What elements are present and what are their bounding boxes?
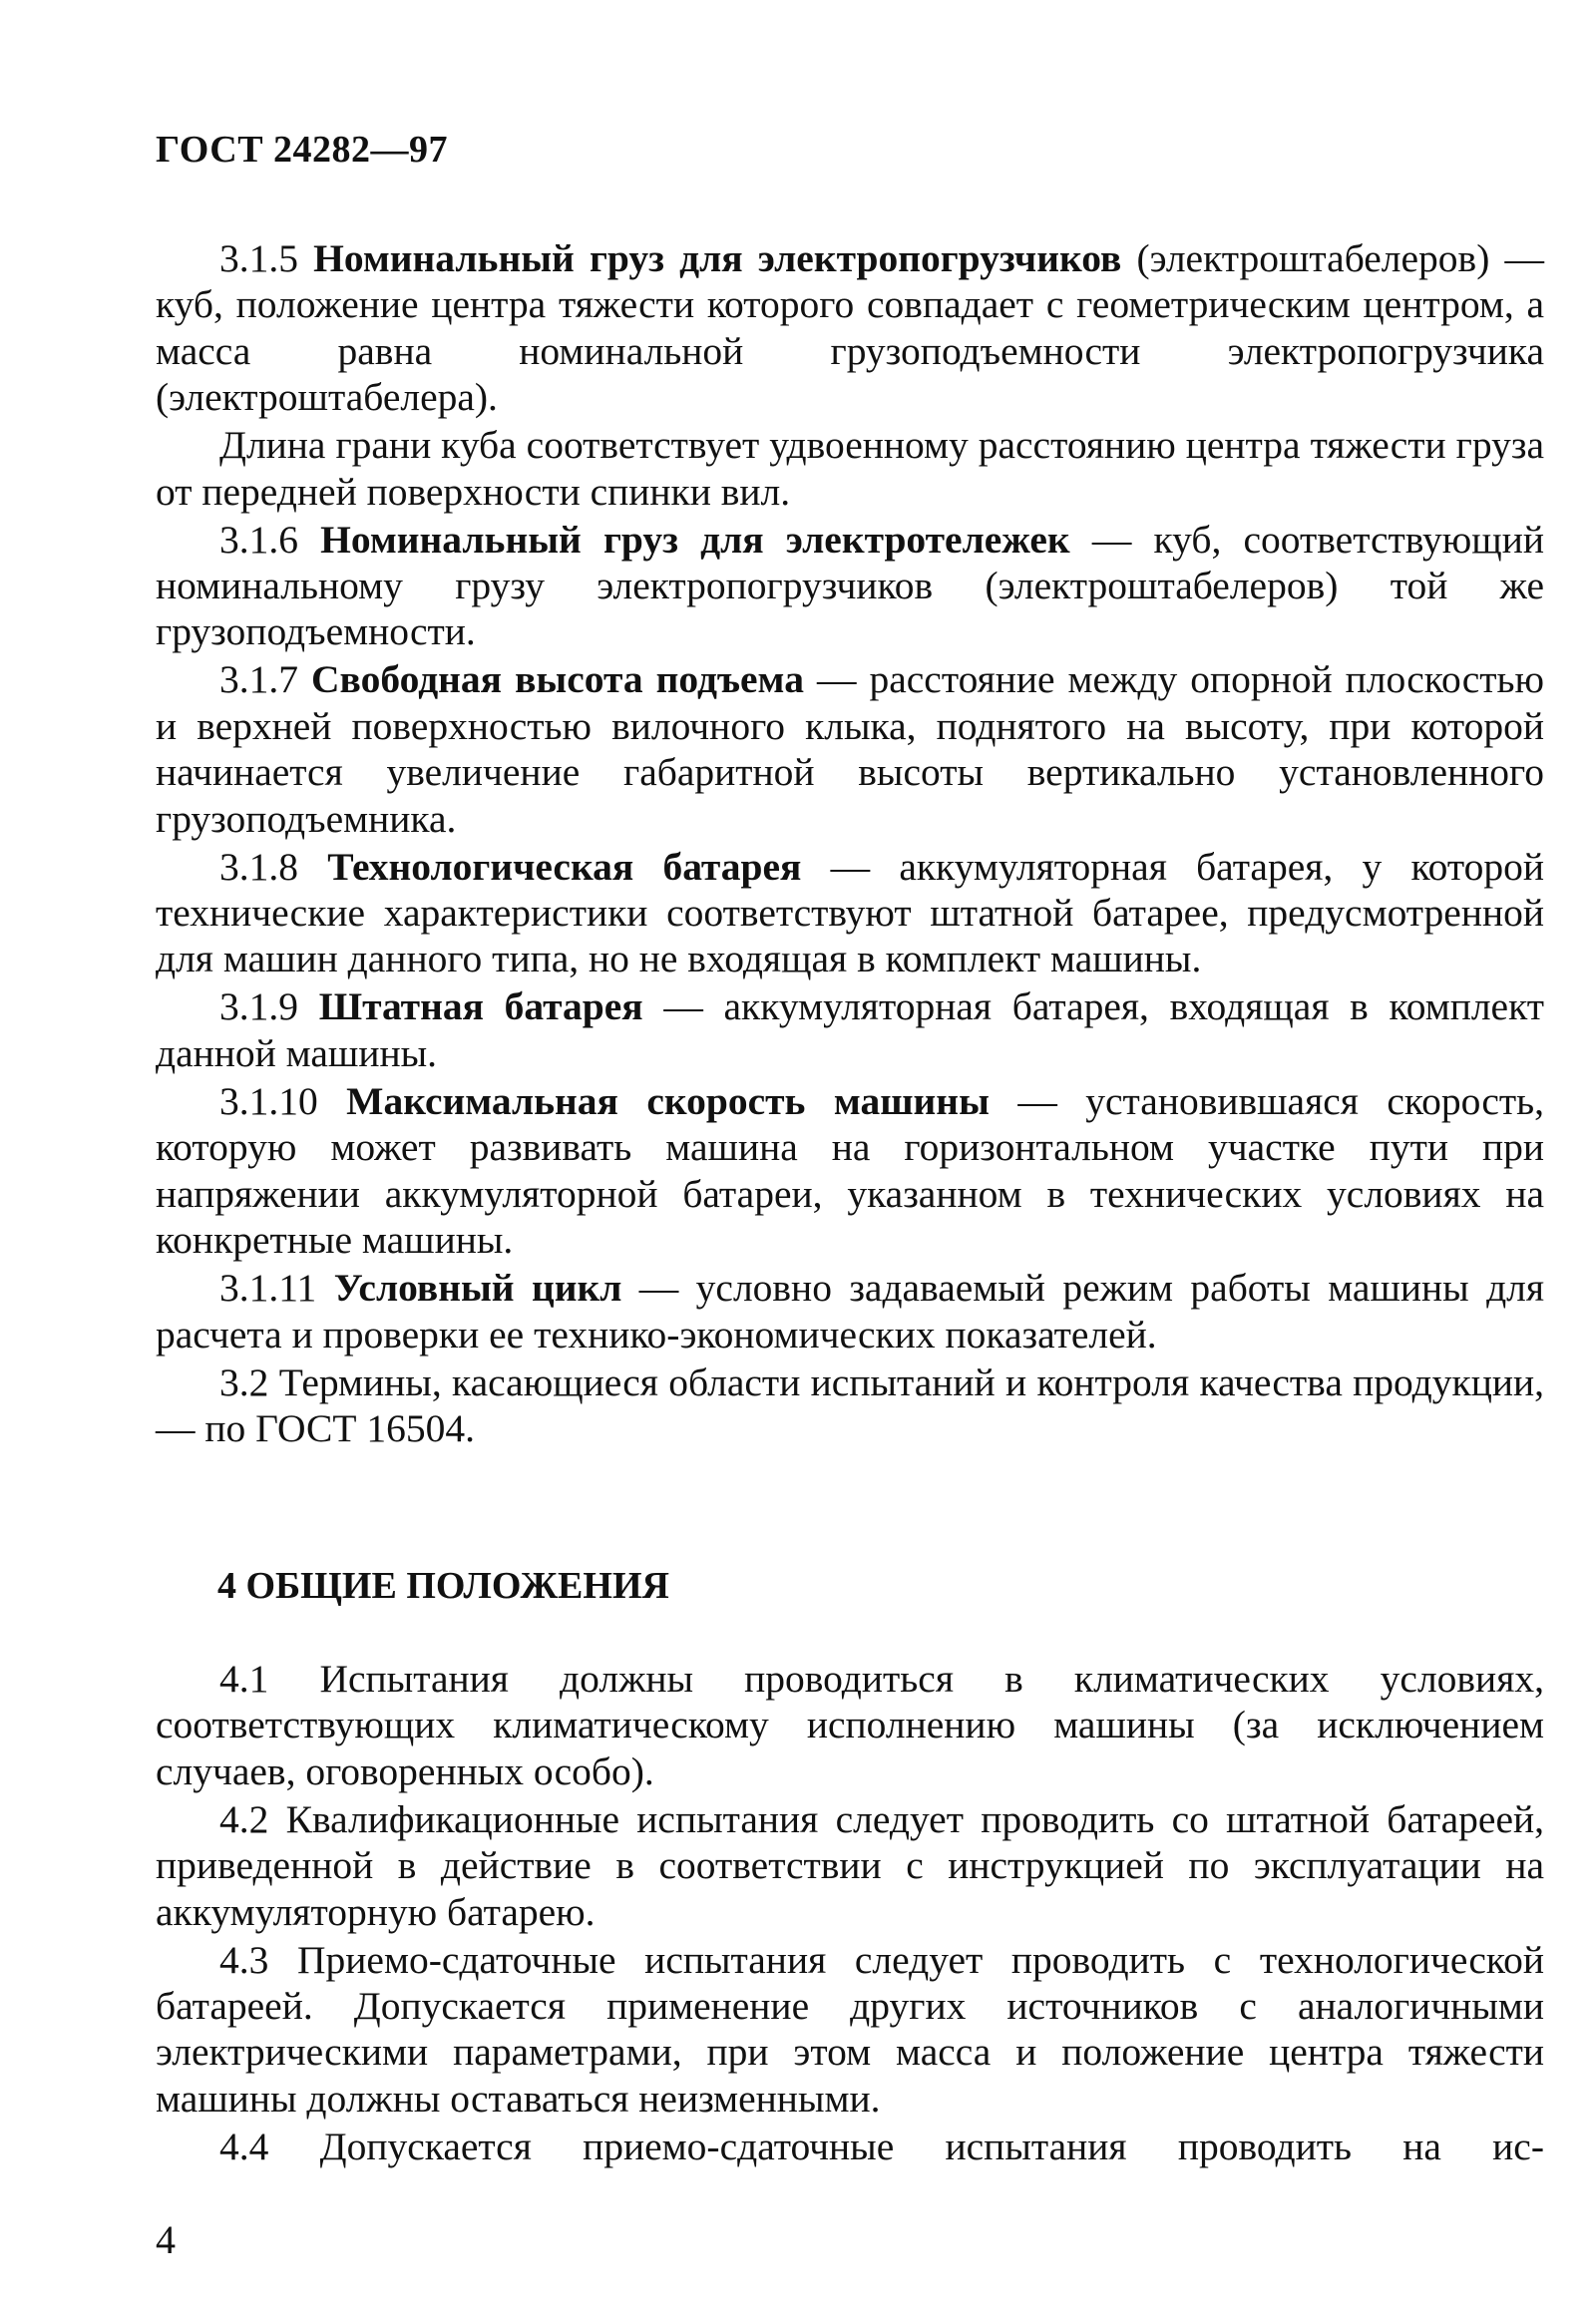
term-3-1-11: [156, 1265, 1544, 1357]
term-definition: — условно задаваемый режим работы машины для расчета и проверки ее технико-экономических показателей.: [156, 1266, 1545, 1356]
clause-4-3: [156, 1937, 1544, 2123]
term-title: Максимальная скорость машины: [346, 1078, 990, 1123]
term-definition: — расстояние между опорной плоскостью и верхней поверхностью вилочного клыка, поднятого на высоту, при которой начинается увеличение габаритной высоты вертикально установленного грузоподъемника.: [156, 657, 1545, 841]
term-title: Номинальный груз для электротележек: [320, 517, 1070, 562]
term-3-1-7: [156, 656, 1544, 842]
term-number: 3.1.9: [219, 984, 298, 1029]
term-3-1-6: [156, 517, 1544, 655]
term-3-1-5: [156, 235, 1544, 421]
term-definition: (электроштабелеров) — куб, положение центра тяжести которого совпадает с геометрическим центром, а масса равна номинальной грузоподъемности электропогрузчика (электроштабелера).: [156, 236, 1545, 420]
paragraph-text: Длина грани куба соответствует удвоенному расстоянию центра тяжести груза от передней поверхности спинки вил.: [156, 423, 1544, 514]
term-number: 3.1.10: [219, 1078, 318, 1123]
term-title: Свободная высота подъема: [311, 657, 804, 702]
term-3-1-10: [156, 1078, 1544, 1264]
term-title: Технологическая батарея: [327, 844, 802, 889]
term-title: Номинальный груз для электропогрузчиков: [313, 236, 1122, 280]
section-heading: 4 ОБЩИЕ ПОЛОЖЕНИЯ: [217, 1565, 669, 1607]
clause-number: 4.3: [219, 1937, 269, 1982]
clause-text: Испытания должны проводиться в климатических условиях, соответствующих климатическому исполнению машины (за исключением случаев, оговоренных особо).: [156, 1657, 1544, 1793]
clause-text: Приемо-сдаточные испытания следует проводить с технологической батареей. Допускается применение других источников с аналогичными электрическими параметрами, при этом масса и положение центра тяжести машины должны оставаться неизменными.: [156, 1937, 1544, 2121]
clause-text: Термины, касающиеся области испытаний и контроля качества продукции, — по ГОСТ 16504.: [156, 1359, 1544, 1450]
term-3-1-9: [156, 983, 1544, 1076]
clause-number: 4.4: [219, 2124, 269, 2168]
clause-3-2: [156, 1359, 1544, 1452]
clause-4-2: [156, 1796, 1544, 1935]
clause-number: 4.2: [219, 1796, 269, 1841]
term-3-1-5-note: [156, 422, 1544, 515]
terms-section: [156, 235, 1544, 1453]
clause-number: 3.2: [219, 1359, 269, 1404]
term-definition: — установившаяся скорость, которую может развивать машина на горизонтальном участке пути при напряжении аккумуляторной батареи, указанном в технических условиях на конкретные машины.: [156, 1078, 1545, 1263]
term-number: 3.1.5: [219, 236, 298, 280]
term-number: 3.1.6: [219, 517, 298, 562]
term-number: 3.1.7: [219, 657, 298, 702]
term-title: Условный цикл: [333, 1266, 622, 1311]
clause-text: Квалификационные испытания следует проводить со штатной батареей, приведенной в действие в соответствии с инструкцией по эксплуатации на аккумуляторную батарею.: [156, 1796, 1544, 1934]
page-number: 4: [156, 2217, 176, 2262]
term-title: Штатная батарея: [318, 984, 643, 1029]
term-definition: — куб, соответствующий номинальному грузу электропогрузчиков (электроштабелеров) той же грузоподъемности.: [156, 517, 1545, 654]
document-code-header: ГОСТ 24282—97: [156, 129, 449, 171]
term-definition: — аккумуляторная батарея, входящая в комплект данной машины.: [156, 984, 1545, 1075]
clause-text: Допускается приемо-сдаточные испытания проводить на ис-: [319, 2124, 1544, 2168]
clause-4-4: [156, 2124, 1544, 2169]
clause-number: 4.1: [219, 1657, 269, 1701]
general-provisions-section: [156, 1656, 1544, 2171]
clause-4-1: [156, 1656, 1544, 1794]
term-number: 3.1.11: [219, 1266, 317, 1311]
term-3-1-8: [156, 844, 1544, 982]
term-definition: — аккумуляторная батарея, у которой технические характеристики соответствуют штатной батарее, предусмотренной для машин данного типа, но не входящая в комплект машины.: [156, 844, 1544, 981]
term-number: 3.1.8: [219, 844, 298, 889]
